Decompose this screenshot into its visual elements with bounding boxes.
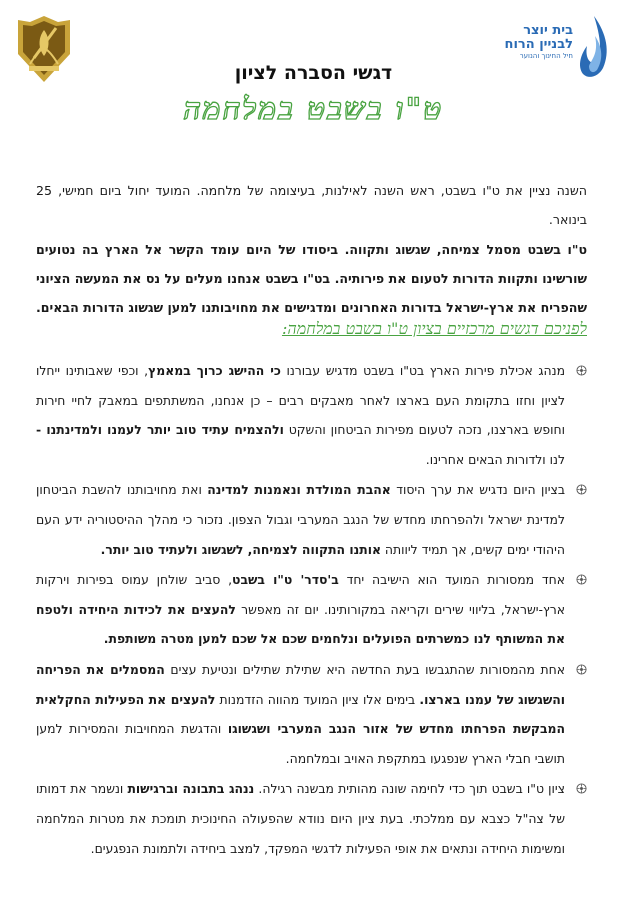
intro-paragraph-1: השנה נציין את ט"ו בשבט, ראש השנה לאילנות, בעיצומה של מלחמה. המועד יחול ביום חמישי, 25 בינואר. — [36, 183, 587, 227]
bullet-emphasis: להעצים את הפעילות החקלאית המבקשת הפרחתו מחדש של אזור הנגב המערבי ושגשוגו — [36, 691, 565, 737]
bullet-emphasis: ננהג בתבונה וברגישות — [127, 781, 255, 797]
flower-bullet-icon — [576, 783, 587, 794]
bullet-text: בימים אלו ציון המועד מהווה הזדמנות — [215, 691, 420, 707]
bullet-text: בציון היום נדגיש את ערך היסוד — [390, 482, 565, 498]
list-item — [36, 655, 587, 773]
bullet-emphasis: אהבת המולדת ונאמנות למדינה — [207, 482, 391, 498]
list-item — [36, 774, 587, 863]
bullet-emphasis: להעצים את לכידות היחידה ולטפח את המשותף לנו כמשרתים הפועלים ונלחמים שכם אל שכם למען מטרה משותפת. — [36, 601, 565, 647]
bullet-text: ואת מחויבותנו להשבת הביטחון למדינת ישראל ולהפרחתו מחדש של הנגב המערבי וגבול הצפון. נזכור כי מהלך ההיסטוריה ידע העם היהודי ימים קשים, אך תמיד ליוותה — [36, 482, 565, 557]
section-heading: לפניכם דגשים מרכזיים בציון ט"ו בשבט במלחמה: — [281, 319, 587, 338]
beit-logo-line3: חיל החינוך והנוער — [519, 52, 573, 61]
flower-bullet-icon — [576, 664, 587, 675]
bullet-emphasis: ב'סדר' ט"ו בשבט — [232, 572, 339, 588]
flower-bullet-icon — [576, 484, 587, 495]
bullet-emphasis: אותנו התקווה לצמיחה, לשגשוג ולעתיד טוב יותר. — [100, 541, 381, 557]
list-item — [36, 356, 587, 474]
list-item — [36, 565, 587, 654]
flower-bullet-icon — [576, 574, 587, 585]
bullet-emphasis: המסמלים את הפריחה והשגשוג של עמנו בארצו. — [36, 661, 565, 707]
bullet-text: ציון ט"ו בשבט תוך כדי לחימה שונה מהותית מבשנה רגילה. — [254, 781, 566, 797]
intro-section — [36, 176, 587, 322]
intro-paragraph-2: ט"ו בשבט מסמל צמיחה, שגשוג ותקווה. ביסודו של היום עומד הקשר אל הארץ בה נטועים שורשינו ותקוות הדורות לטעום את פירותיה. בט"ו בשבט אנחנו מעלים על נס את המעשה הציוני שהפריח את ארץ-ישראל בדורות האחרונים ומדגישים את מחויבותנו למען שגשוג הדורות הבאים. — [35, 242, 587, 315]
list-item — [36, 475, 587, 564]
beit-logo-line2: לבניין הרוח — [504, 36, 573, 52]
bullet-text: אחת מהמסורות שהתגבשו בעת החדשה היא שתילת שתילים ונטיעת עצים — [164, 661, 566, 677]
bullet-text: ונשמר את דמותו של צה"ל כצבא עם ממלכתי. בעת ציון היום נוודא שהפעולה החינוכית תומכת את מטרות המלחמה ומשימות היחידה ונתאים את אופי הפעילות לדגשי המפקד, למצב ביחידה ולתמונת הנפגעים. — [36, 781, 565, 856]
bullet-text: והדגשת המחויבות והמסירות למען תושבי חבלי הארץ שנפגעו במתקפת האויב ובמלחמה. — [36, 721, 565, 766]
page-title: דגשי הסברה לציון — [234, 62, 393, 84]
bullet-list — [36, 356, 587, 864]
bullet-text: , וכפי שאבותינו ייחלו לציון וחזו בתקומת העם בארצו לאחר מאבקים רבים – כן אנחנו, המשתתפים במאבק לחיי חירות וחופש בארצנו, נזכה לטעום מפירות הביטחון והשקט — [36, 363, 565, 438]
bullet-text: אחד ממסורות המועד הוא הישיבה יחד — [338, 572, 565, 588]
bullet-emphasis: כי ההישג כרוך במאמץ — [148, 363, 281, 378]
bullet-text: , סביב שולחן עמוס בפירות וירקות ארץ-ישראל, בליווי שירים וקריאה במקורותינו. יום זה מאפשר — [36, 572, 565, 617]
bullet-text: לנו ולדורות הבאים אחרינו. — [425, 451, 565, 467]
page-subtitle: ט"ו בשבט במלחמה — [183, 92, 444, 127]
beit-logo-line1: בית יוצר — [523, 23, 573, 38]
bullet-text: מנהג אכילת פירות הארץ בט"ו בשבט מדגיש עבורנו — [280, 363, 565, 378]
flower-bullet-icon — [576, 365, 587, 376]
bullet-emphasis: ולהצמיח עתיד טוב יותר לעמנו ולמדינתנו - — [36, 422, 284, 438]
